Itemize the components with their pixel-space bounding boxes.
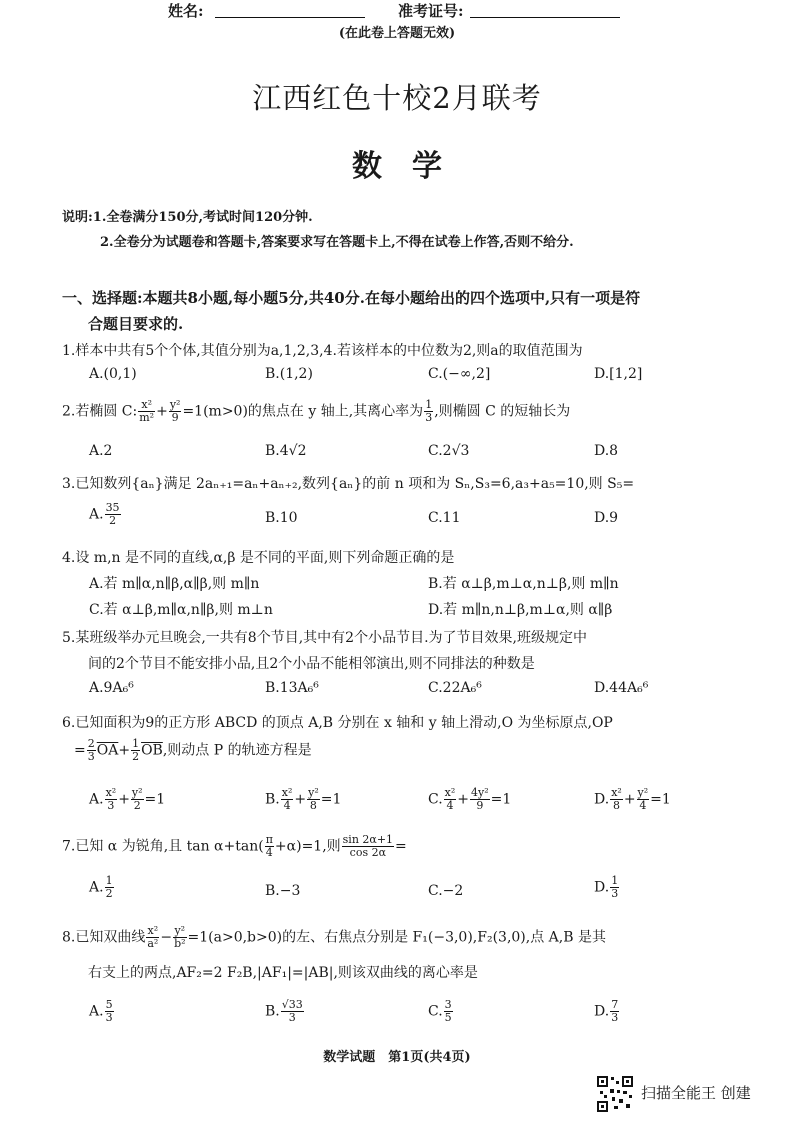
q8-c-frac [444,999,453,1024]
q6-stem-line2 [74,738,312,763]
q3-option-a-num: 35 [105,501,120,514]
q6-b-frac-2 [307,787,320,812]
q7-frac-main-num: sin 2α+1 [342,833,394,846]
q7-d-num: 1 [611,874,619,887]
q2-option-c[interactable]: C.2√3 [428,443,470,459]
q2-frac-x-den: m² [139,411,155,424]
q7-frac-pi-den: 4 [265,846,273,859]
q2-text-3: ,则椭圆 C 的短轴长为 [434,403,571,420]
q6-option-d[interactable]: D. $\frac{\text{x²}}{8}$ + $\frac{\text{y²}}{4}$ =1 [594,786,671,812]
q8-option-d[interactable] [594,999,620,1024]
q6-a-prefix: A. [89,791,104,808]
q7-stem [62,834,407,859]
q6-frac-2-den: 2 [132,750,140,763]
q6-frac-1 [87,738,96,763]
q7-a-num: 1 [105,874,113,887]
q6-b-f1-den: 4 [283,799,291,812]
q8-option-b[interactable] [265,999,305,1024]
q6-option-a[interactable]: A. $\frac{\text{x²}}{3}$ + $\frac{\text{y²}}{2}$ =1 [89,786,166,812]
q2-frac-y-num: y² [169,398,181,411]
section1-heading-line2: 合题目要求的. [88,315,184,333]
q6-c-frac-2 [470,787,490,812]
instructions-line1: 说明:1.全卷满分150分,考试时间120分钟. [62,210,313,225]
q6-eq: = [74,742,86,759]
q2-frac-x [138,399,155,424]
q6-c-prefix: C. [428,791,443,808]
q5-stem-line2: 间的2个节目不能安排小品,且2个小品不能相邻演出,则不同排法的种数是 [88,656,535,672]
q6-b-prefix: B. [265,791,280,808]
instructions-line2: 2.全卷分为试题卷和答题卡,答案要求写在答题卡上,不得在试卷上作答,否则不给分. [100,235,574,250]
q7-option-b[interactable]: B.−3 [265,883,301,899]
q7-d-den: 3 [611,887,619,900]
q8-a-den: 3 [105,1011,113,1024]
q8-a-frac [105,999,114,1024]
q6-b-post: =1 [320,791,342,808]
q7-a-frac [105,875,114,900]
q6-text-rest: ,则动点 P 的轨迹方程是 [162,742,312,759]
q8-option-c[interactable] [428,999,454,1024]
q4-option-a[interactable]: A.若 m∥α,n∥β,α∥β,则 m∥n [89,576,260,592]
q8-a-prefix: A. [89,1003,104,1020]
q6-a-frac-1 [105,787,118,812]
exam-title: 江西红色十校2月联考 [252,81,542,115]
q6-d-f1-num: x² [611,786,622,799]
exam-id-label: 准考证号: [398,2,464,20]
section1-heading-line1: 一、选择题:本题共8小题,每小题5分,共40分.在每小题给出的四个选项中,只有一项是符 [62,289,641,307]
q8-frac-x-num: x² [147,924,159,937]
q7-frac-pi [265,834,274,859]
q6-frac-1-den: 3 [87,750,95,763]
q6-option-c[interactable]: C. $\frac{\text{x²}}{4}$ + $\frac{\text{4y²}}{9}$ =1 [428,786,512,812]
q6-d-prefix: D. [594,791,610,808]
q6-c-f2-num: 4y² [471,786,489,799]
name-field-line[interactable] [215,17,365,18]
q6-plus: + [118,742,131,759]
page-footer: 数学试题 第1页(共4页) [323,1050,471,1065]
scanner-watermark: 扫描全能王 创建 [641,1084,751,1102]
q7-option-c[interactable]: C.−2 [428,883,464,899]
q8-frac-y [173,925,186,950]
q6-c-frac-1 [444,787,457,812]
q8-d-prefix: D. [594,1003,610,1020]
q2-stem: 2.若椭圆 C: $\frac{\text{x²}}{\text{m²}}$ + $\frac{\text{y²}}{9}$ =1(m>0)的焦点在 y 轴上,其离心率为 $\frac{1}{3}$ ,则椭圆 C 的短轴长为 [62,398,571,424]
name-label: 姓名: [168,2,204,20]
q8-frac-y-den: b² [174,937,186,950]
q8-frac-x-den: a² [147,937,159,950]
q6-c-f1-num: x² [444,786,456,799]
q3-option-c[interactable]: C.11 [428,510,461,526]
q7-a-prefix: A. [89,879,104,896]
q6-a-f1-den: 3 [107,799,115,812]
q2-option-a[interactable]: A.2 [89,443,113,459]
q6-c-f1-den: 4 [446,799,454,812]
q8-frac-y-num: y² [174,924,186,937]
q2-frac-x-num: x² [138,399,155,412]
subject-title: 数 学 [352,149,442,184]
q8-frac-x [146,925,159,950]
q6-stem-line1: 6.已知面积为9的正方形 ABCD 的顶点 A,B 分别在 x 轴和 y 轴上滑动,O 为坐标原点,OP [62,715,613,731]
q7-frac-pi-num: π [265,833,273,846]
q1-option-c[interactable]: C.(−∞,2] [428,366,491,382]
q8-d-frac [610,999,619,1024]
q2-frac-y [169,399,182,424]
q7-a-den: 2 [105,887,113,900]
q3-stem: 3.已知数列{aₙ}满足 2aₙ₊₁=aₙ+aₙ₊₂,数列{aₙ}的前 n 项和为 Sₙ,S₃=6,a₃+a₅=10,则 S₅= [62,476,635,492]
q6-b-f2-num: y² [308,786,319,799]
q6-b-frac-1 [281,787,294,812]
q8-b-frac [281,999,304,1024]
q8-c-prefix: C. [428,1003,443,1020]
q3-option-a-frac [105,502,121,527]
q5-option-a[interactable]: A.9A₆⁶ [89,680,134,696]
q6-a-post: =1 [144,791,166,808]
q6-d-frac-2 [637,787,650,812]
q6-d-f1-den: 8 [613,799,620,812]
q6-c-post: =1 [490,791,512,808]
q7-d-prefix: D. [594,879,610,896]
q7-text-1: 7.已知 α 为锐角,且 tan α+tan( [62,838,264,855]
q2-text-1: 2.若椭圆 C: [62,403,138,420]
q2-text-2: =1(m>0)的焦点在 y 轴上,其离心率为 [182,403,424,420]
q8-text-1: 8.已知双曲线 [62,929,146,946]
q5-option-b[interactable]: B.13A₆⁶ [265,680,319,696]
q2-option-b[interactable]: B.4√2 [265,443,307,459]
q6-a-frac-2 [131,787,144,812]
q8-d-num: 7 [611,998,619,1011]
q7-text-3: = [395,838,407,855]
q8-d-den: 3 [611,1011,619,1024]
q2-option-d[interactable]: D.8 [594,443,619,459]
q2-frac-e-den: 3 [425,411,433,424]
q2-frac-e-num: 1 [425,398,433,411]
q2-frac-y-den: 9 [171,411,179,424]
q8-b-prefix: B. [265,1003,280,1020]
q4-option-c[interactable]: C.若 α⊥β,m∥α,n∥β,则 m⊥n [89,602,273,618]
q5-option-c[interactable]: C.22A₆⁶ [428,680,482,696]
q1-stem: 1.样本中共有5个个体,其值分别为a,1,2,3,4.若该样本的中位数为2,则a的取值范围为 [62,343,583,359]
q2-frac-e [424,399,433,424]
q3-option-a-den: 2 [109,514,117,527]
q3-option-a-prefix: A. [89,506,104,523]
exam-id-field-line[interactable] [470,17,620,18]
q8-text-2: =1(a>0,b>0)的左、右焦点分别是 F₁(−3,0),F₂(3,0),点 A,B 是其 [187,929,606,946]
q6-frac-2 [131,738,140,763]
q8-stem-line1: 8.已知双曲线 $\frac{\text{x²}}{\text{a²}}$ − $\frac{\text{y²}}{\text{b²}}$ =1(a>0,b>0)的左、右焦点分别是 F₁(−3,0),F₂(3,0),点 A,B 是其 [62,924,606,950]
q6-option-b[interactable]: B. $\frac{\text{x²}}{4}$ + $\frac{\text{y²}}{8}$ =1 [265,786,342,812]
q7-option-d[interactable] [594,875,620,900]
q8-c-den: 5 [444,1011,452,1024]
q7-frac-main [342,834,394,859]
q7-option-a[interactable] [89,875,115,900]
header-note: (在此卷上答题无效) [338,26,456,41]
q6-d-f2-den: 4 [639,799,647,812]
q7-d-frac [610,875,619,900]
q6-vector-oa: $\overline{OA}$ [96,742,119,759]
q5-option-d[interactable]: D.44A₆⁶ [594,680,649,696]
q6-frac-1-num: 2 [87,737,95,750]
q6-vector-ob: $\overline{OB}$ [141,742,163,759]
q1-option-a[interactable]: A.(0,1) [89,366,137,382]
qr-code-icon [596,1075,634,1113]
q8-b-den: 3 [288,1011,296,1024]
q6-a-f1-num: x² [105,786,117,799]
q5-stem-line1: 5.某班级举办元旦晚会,一共有8个节目,其中有2个小品节目.为了节目效果,班级规定中 [62,630,587,646]
q8-stem-line2: 右支上的两点,AF₂=2 F₂B,|AF₁|=|AB|,则该双曲线的离心率是 [88,965,478,981]
q6-d-f2-num: y² [637,786,649,799]
q6-b-f1-num: x² [281,786,293,799]
q6-frac-2-num: 1 [132,737,140,750]
q6-c-f2-den: 9 [476,799,484,812]
q6-d-frac-1 [610,787,623,812]
q7-text-2: +α)=1,则 [274,838,341,855]
q6-a-f2-num: y² [131,786,143,799]
q6-d-post: =1 [650,791,671,808]
q6-b-f2-den: 8 [309,799,317,812]
q3-option-b[interactable]: B.10 [265,510,298,526]
q8-c-num: 3 [444,998,452,1011]
q3-option-a[interactable] [89,502,122,527]
q1-option-b[interactable]: B.(1,2) [265,366,313,382]
q4-stem: 4.设 m,n 是不同的直线,α,β 是不同的平面,则下列命题正确的是 [62,550,455,566]
q3-option-d[interactable]: D.9 [594,510,619,526]
q4-option-b[interactable]: B.若 α⊥β,m⊥α,n⊥β,则 m∥n [428,576,619,592]
q8-b-num: √33 [281,998,303,1011]
q1-option-d[interactable]: D.[1,2] [594,366,643,382]
q8-a-num: 5 [105,998,113,1011]
q4-option-d[interactable]: D.若 m∥n,n⊥β,m⊥α,则 α∥β [428,602,613,618]
q8-option-a[interactable] [89,999,115,1024]
q7-frac-main-den: cos 2α [349,846,387,859]
q6-a-f2-den: 2 [133,799,141,812]
